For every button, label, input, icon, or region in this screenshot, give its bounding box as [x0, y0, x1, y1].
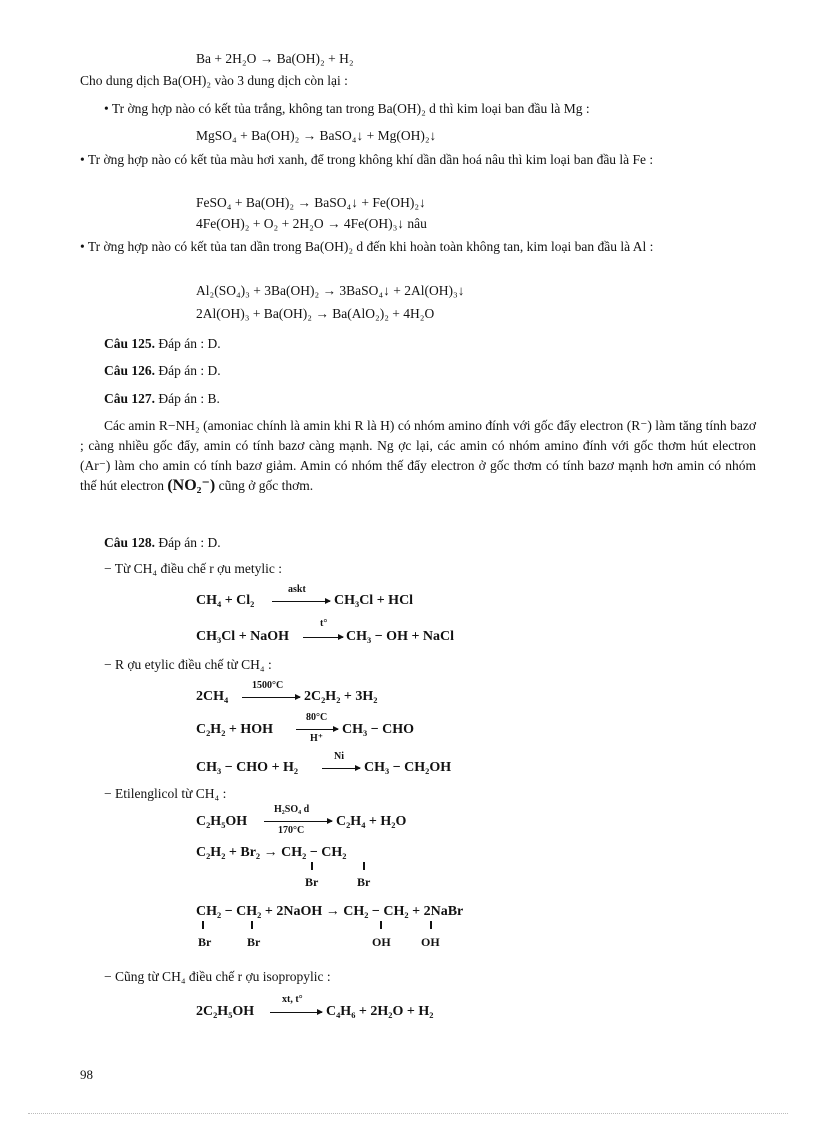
substituent-label: Br	[247, 935, 261, 949]
reaction-arrow	[272, 601, 330, 602]
answer-text: Đáp án : D.	[158, 535, 221, 550]
substituent-label: Br	[357, 875, 371, 889]
reaction-right: CH₃Cl + HCl	[334, 593, 414, 608]
reaction-condition: Ni	[334, 751, 344, 762]
answer-128	[104, 534, 221, 551]
substituent-label: OH	[372, 935, 391, 949]
answer-label: Câu 125.	[104, 336, 156, 351]
paragraph-text: Các amin R−NH₂ (amoniac chính là amin khi R là H) có nhóm amino đính với gốc đẩy electron (R⁻) làm tăng tính bazơ ; càng nhiều gốc đẩy, amin có tính bazơ càng mạnh. Ng ợc lại, các amin có nhóm amino đính với gốc thơm hút electron (Ar⁻) làm cho amin có tính bazơ giảm. Amin có nhóm thế đẩy electron ở gốc thơm có tính bazơ mạnh hơn amin có nhóm thế hút electron	[80, 418, 756, 493]
answer-label: Câu 127.	[104, 391, 156, 406]
reaction-arrow	[242, 697, 300, 698]
page-divider	[28, 1113, 788, 1114]
answer-text: Đáp án : D.	[158, 363, 221, 378]
bullet-fe: • Tr ờng hợp nào có kết tủa màu hơi xanh, để trong không khí dần dần hoá nâu thì kim loại ban đầu là Fe :	[80, 152, 654, 167]
answer-text: Đáp án : B.	[158, 391, 220, 406]
text-line: Cho dung dịch Ba(OH)₂ vào 3 dung dịch còn lại :	[80, 73, 348, 88]
eq-feso4: FeSO₄ + Ba(OH)₂ → BaSO₄↓ + Fe(OH)₂↓	[196, 195, 426, 210]
substituent-label: Br	[198, 935, 212, 949]
reaction-right: C₄H₆ + 2H₂O + H₂	[326, 1004, 434, 1019]
reaction-condition: t°	[320, 618, 328, 629]
eq-ba-water: Ba + 2H₂O → Ba(OH)₂ + H₂	[196, 51, 354, 66]
reaction-arrow	[264, 821, 332, 822]
section-etilenglicol: − Etilenglicol từ CH₄ :	[104, 786, 227, 801]
substituent-label: Br	[305, 875, 319, 889]
reaction-condition-below: H⁺	[310, 733, 324, 744]
reaction-right: CH₃ − CHO	[342, 722, 415, 737]
reaction-left: CH₃ − CHO + H₂	[196, 760, 299, 775]
paragraph-tail: cũng ở gốc thơm.	[218, 478, 314, 493]
reaction-condition: 80°C	[306, 712, 328, 723]
reaction-condition: H₂SO₄ d	[274, 804, 310, 815]
answer-text: Đáp án : D.	[158, 336, 221, 351]
eq-al2so43: Al₂(SO₄)₃ + 3Ba(OH)₂ → 3BaSO₄↓ + 2Al(OH)₃↓	[196, 283, 465, 298]
reaction-right: 2C₂H₂ + 3H₂	[304, 689, 378, 704]
reaction-hydrolysis: CH₂ − CH₂ + 2NaOH → CH₂ − CH₂ + 2NaBr	[196, 904, 464, 919]
bullet-al: • Tr ờng hợp nào có kết tủa tan dần trong Ba(OH)₂ d đến khi hoàn toàn không tan, kim loại ban đầu là Al :	[80, 239, 654, 254]
reaction-left: CH₃Cl + NaOH	[196, 629, 290, 644]
answer-126	[104, 362, 221, 379]
reaction-left: 2CH₄	[196, 689, 229, 704]
reaction-condition: xt, t°	[282, 994, 303, 1005]
reaction-arrow	[270, 1012, 322, 1013]
reaction-condition-below: 170°C	[278, 825, 305, 836]
bond-line	[380, 921, 382, 929]
reaction-left: C₂H₅OH	[196, 814, 248, 829]
bond-line	[430, 921, 432, 929]
answer-label: Câu 128.	[104, 535, 156, 550]
section-metylic: − Từ CH₄ điều chế r ợu metylic :	[104, 561, 282, 576]
answer-label: Câu 126.	[104, 363, 156, 378]
no2-group: (NO₂⁻)	[167, 477, 216, 494]
reaction-arrow	[322, 768, 360, 769]
answer-125	[104, 335, 221, 352]
reaction-right: CH₃ − OH + NaCl	[346, 629, 455, 644]
bond-line	[311, 862, 313, 870]
reaction-condition: askt	[288, 584, 306, 595]
answer-127	[104, 390, 220, 407]
reaction-left: 2C₂H₅OH	[196, 1004, 255, 1019]
bond-line	[202, 921, 204, 929]
section-etylic: − R ợu etylic điều chế từ CH₄ :	[104, 657, 272, 672]
page-number: 98	[80, 1067, 93, 1082]
reaction-bromination: C₂H₂ + Br₂ → CH₂ − CH₂	[196, 845, 347, 860]
section-isopropylic: − Cũng từ CH₄ điều chế r ợu isopropylic :	[104, 969, 331, 984]
reaction-condition: 1500°C	[252, 680, 284, 691]
reaction-right: CH₃ − CH₂OH	[364, 760, 452, 775]
reaction-arrow	[303, 637, 343, 638]
reaction-arrow	[296, 729, 338, 730]
eq-fe-oxidation: 4Fe(OH)₂ + O₂ + 2H₂O → 4Fe(OH)₃↓ nâu	[196, 216, 427, 231]
bond-line	[251, 921, 253, 929]
substituent-label: OH	[421, 935, 440, 949]
reaction-left: C₂H₂ + HOH	[196, 722, 274, 737]
eq-aloh3: 2Al(OH)₃ + Ba(OH)₂ → Ba(AlO₂)₂ + 4H₂O	[196, 306, 435, 321]
bullet-mg: • Tr ờng hợp nào có kết tủa trắng, không tan trong Ba(OH)₂ d thì kim loại ban đầu là Mg :	[104, 101, 590, 116]
eq-mgso4: MgSO₄ + Ba(OH)₂ → BaSO₄↓ + Mg(OH)₂↓	[196, 128, 437, 143]
reaction-right: C₂H₄ + H₂O	[336, 814, 407, 829]
amine-paragraph	[80, 416, 756, 496]
reaction-left: CH₄ + Cl₂	[196, 593, 255, 608]
bond-line	[363, 862, 365, 870]
